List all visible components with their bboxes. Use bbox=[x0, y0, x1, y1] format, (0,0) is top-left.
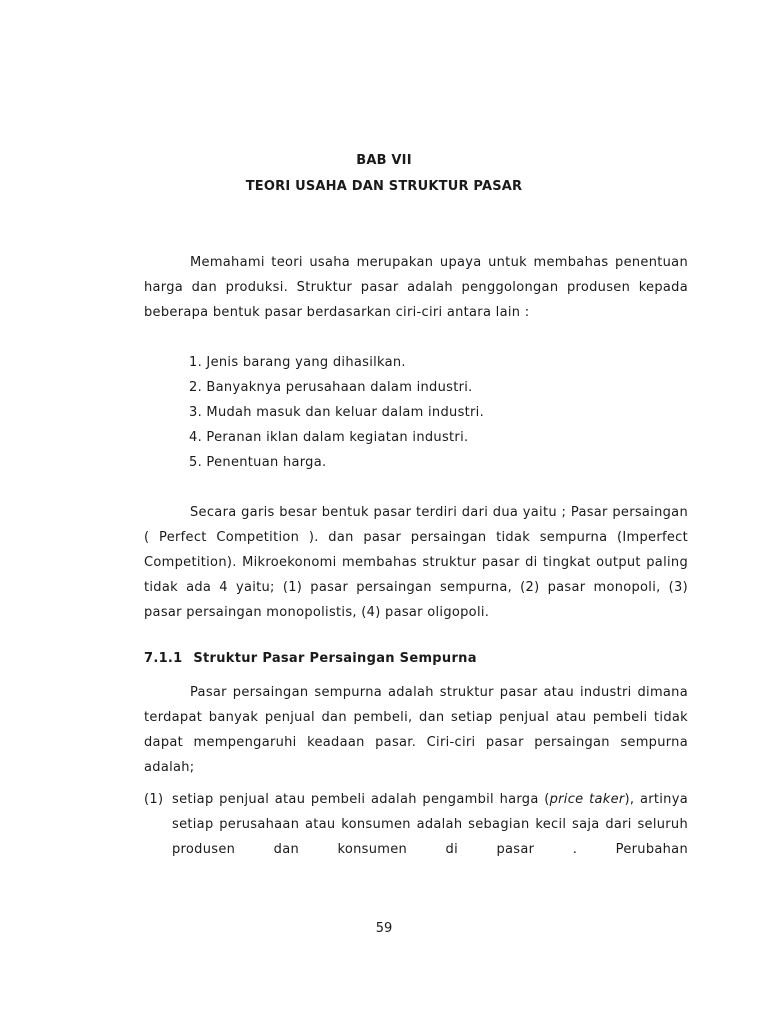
list-item: 1. Jenis barang yang dihasilkan. bbox=[189, 355, 406, 370]
page-number: 59 bbox=[375, 921, 393, 936]
item-text-before: setiap penjual atau pembeli adalah pengambil harga ( bbox=[172, 792, 550, 807]
intro-paragraph bbox=[144, 250, 688, 325]
item-emphasis: price taker bbox=[549, 792, 625, 807]
market-forms-paragraph bbox=[144, 500, 688, 625]
item-text-after: ), artinya setiap perusahaan atau konsumen adalah sebagian kecil saja dari seluruh produsen dan konsumen di pasar . Perubahan bbox=[172, 792, 688, 857]
market-forms-text: Secara garis besar bentuk pasar terdiri dari dua yaitu ; Pasar persaingan ( Perfect Competition ). dan pasar persaingan tidak sempurna (Imperfect Competition). Mikroekonomi membahas struktur pasar di tingkat output paling tidak ada 4 yaitu; (1) pasar persaingan sempurna, (2) pasar monopoli, (3) pasar persaingan monopolistis, (4) pasar oligopoli. bbox=[144, 505, 688, 620]
characteristics-list bbox=[189, 350, 484, 475]
item-body bbox=[172, 787, 688, 862]
section-paragraph bbox=[144, 680, 688, 780]
section-heading bbox=[144, 651, 477, 666]
list-item: 3. Mudah masuk dan keluar dalam industri. bbox=[189, 405, 485, 420]
chapter-label: BAB VII bbox=[356, 153, 412, 168]
list-item: 4. Peranan iklan dalam kegiatan industri. bbox=[189, 430, 469, 445]
numbered-item bbox=[144, 787, 688, 862]
intro-text: Memahami teori usaha merupakan upaya untuk membahas penentuan harga dan produksi. Struktur pasar adalah penggolongan produsen kepada beberapa bentuk pasar berdasarkan ciri-ciri antara lain : bbox=[144, 255, 688, 320]
section-title: Struktur Pasar Persaingan Sempurna bbox=[193, 651, 477, 666]
list-item: 5. Penentuan harga. bbox=[189, 455, 327, 470]
section-number: 7.1.1 bbox=[144, 651, 183, 666]
section-text: Pasar persaingan sempurna adalah struktur pasar atau industri dimana terdapat banyak penjual dan pembeli, dan setiap penjual atau pembeli tidak dapat mempengaruhi keadaan pasar. Ciri-ciri pasar persaingan sempurna adalah; bbox=[144, 685, 688, 775]
chapter-title: TEORI USAHA DAN STRUKTUR PASAR bbox=[245, 179, 523, 194]
list-item: 2. Banyaknya perusahaan dalam industri. bbox=[189, 380, 473, 395]
item-marker: (1) bbox=[144, 792, 164, 807]
